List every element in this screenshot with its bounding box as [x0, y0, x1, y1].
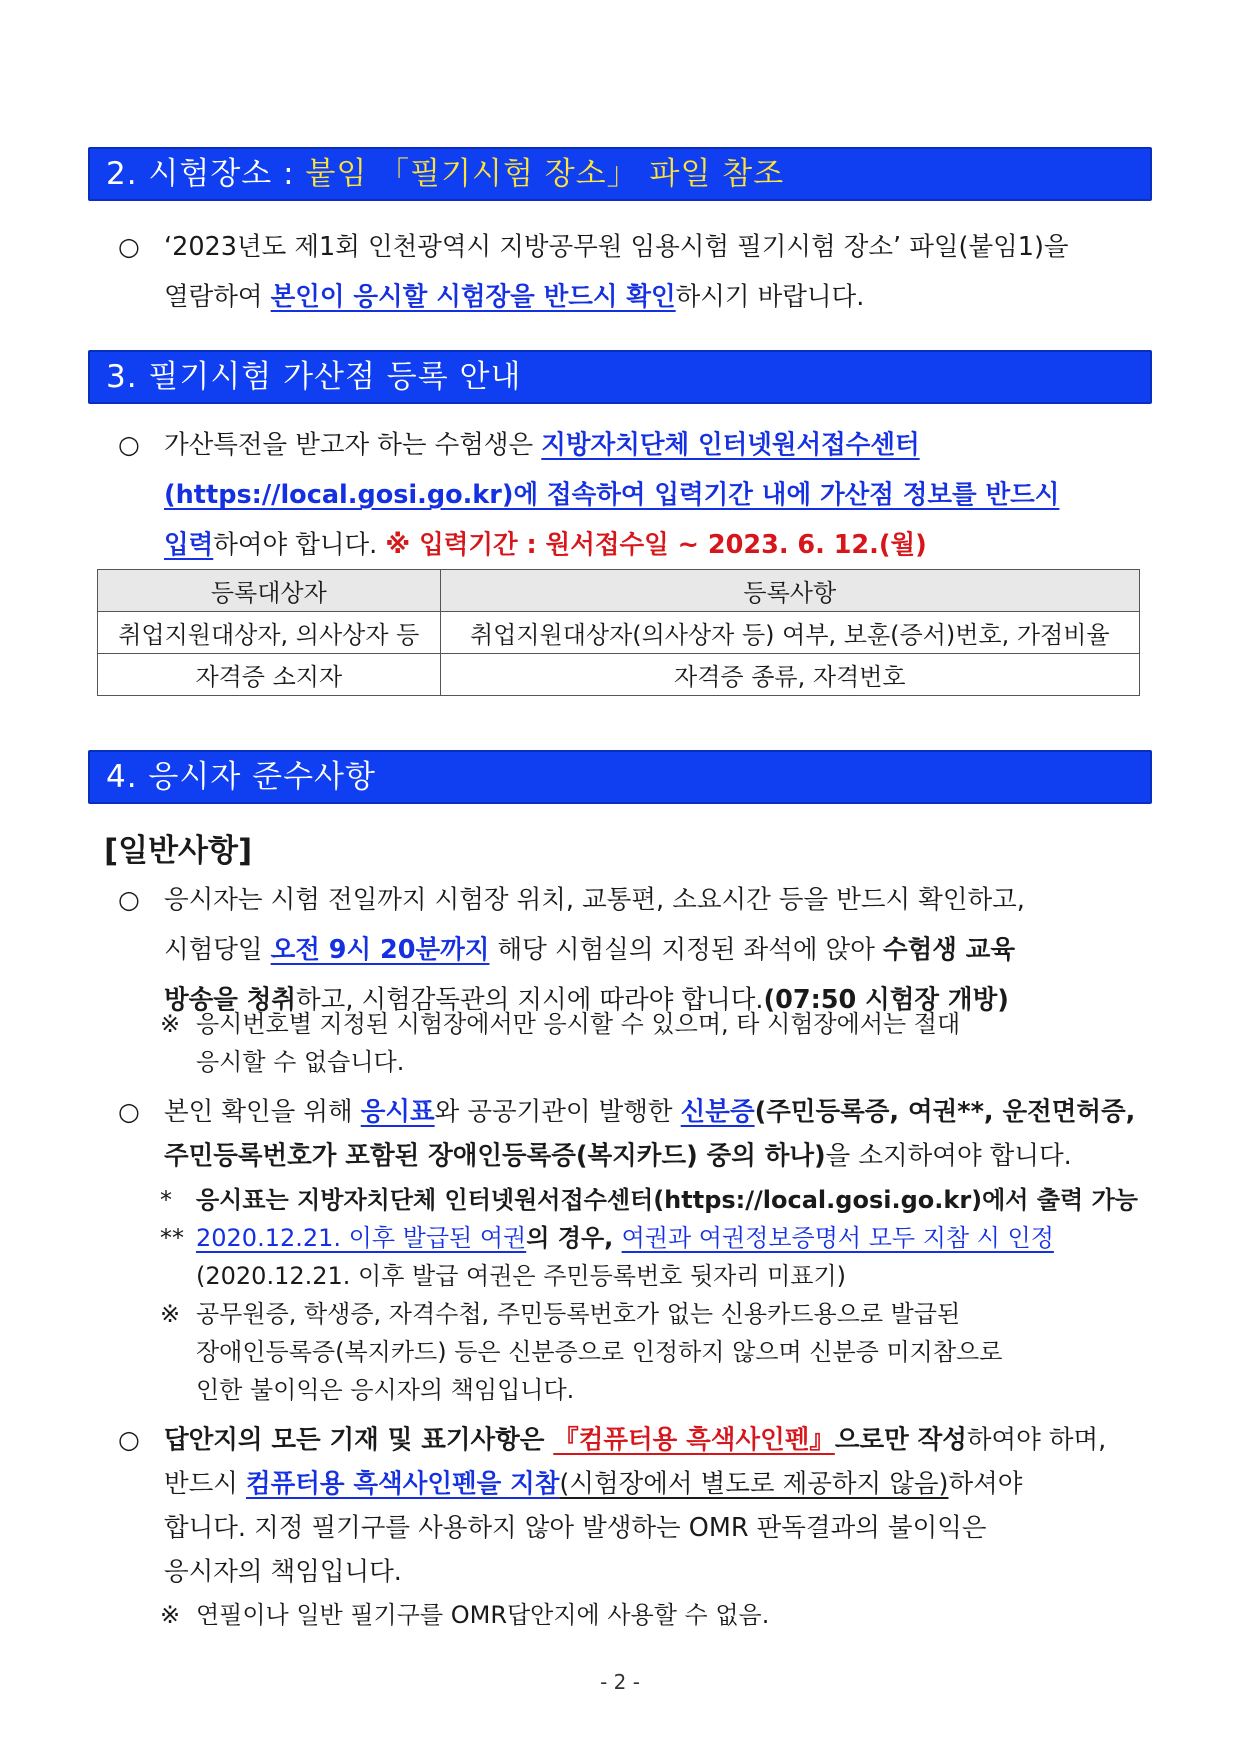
text-span: 하여야 하며,: [966, 1425, 1107, 1455]
bullet-circle: ○: [118, 232, 140, 261]
section-3-header: [88, 350, 1152, 404]
table-cell: 취업지원대상자(의사상자 등) 여부, 보훈(증서)번호, 가점비율: [440, 612, 1139, 654]
section-2-title: 2. 시험장소 :: [106, 156, 306, 192]
reference-mark: ※: [160, 1601, 181, 1629]
text-span: 와 공공기관이 발행한: [434, 1097, 681, 1127]
general-item-1-note: [160, 1005, 1150, 1081]
text-span: 응시할 수 없습니다.: [196, 1048, 405, 1076]
text-span: 연필이나 일반 필기구를 OMR답안지에 사용할 수 없음.: [196, 1601, 770, 1629]
table-row: [98, 654, 1140, 696]
section-4-title: 4. 응시자 준수사항: [106, 759, 376, 795]
reference-mark: **: [160, 1224, 184, 1252]
registration-table: [97, 569, 1140, 696]
text-span: 하고, 시험감독관의 지시에 따라야 합니다.: [296, 985, 764, 1015]
text-line: 응시자의 책임입니다.: [164, 1557, 402, 1587]
bullet-circle: ○: [118, 1425, 140, 1454]
general-item-3-note: [160, 1596, 1150, 1634]
text-span: 가산특전을 받고자 하는 수험생은: [164, 430, 542, 460]
text-span: 시험당일: [164, 935, 271, 965]
emphasis-text: 2020.12.21. 이후 발급된 여권: [196, 1224, 527, 1252]
text-span: 공무원증, 학생증, 자격수첩, 주민등록번호가 없는 신용카드용으로 발급된: [196, 1300, 961, 1328]
bullet-circle: ○: [118, 1097, 140, 1126]
page-number: - 2 -: [600, 1670, 640, 1694]
bold-text: 수험생 교육: [882, 935, 1015, 965]
bold-text: (07:50 시험장 개방): [763, 985, 1009, 1015]
table-header-row: [98, 570, 1140, 612]
pen-emphasis: 『컴퓨터용 흑색사인펜』: [553, 1425, 835, 1455]
section-2-header: [88, 147, 1152, 201]
text-span: 을 소지하여야 합니다.: [825, 1141, 1072, 1171]
general-item-2: [118, 1090, 1142, 1178]
input-period-notice: ※ 입력기간 : 원서접수일 ~ 2023. 6. 12.(월): [385, 530, 927, 560]
bullet-circle: ○: [118, 885, 140, 914]
general-item-2-notes: [160, 1181, 1150, 1409]
text-span: 열람하여: [164, 282, 271, 312]
table-cell: 자격증 소지자: [98, 654, 441, 696]
text-span: 응시번호별 지정된 시험장에서만 응시할 수 있으며, 타 시험장에서는 절대: [196, 1010, 961, 1038]
emphasis-text: 컴퓨터용 흑색사인펜을 지참: [246, 1469, 560, 1499]
text-span: 본인 확인을 위해: [164, 1097, 361, 1127]
emphasis-text: 신분증: [680, 1097, 755, 1127]
text-span: 인한 불이익은 응시자의 책임입니다.: [196, 1376, 575, 1404]
table-cell: 자격증 종류, 자격번호: [440, 654, 1139, 696]
text-span: 해당 시험실의 지정된 좌석에 앉아: [489, 935, 883, 965]
bullet-circle: ○: [118, 430, 140, 459]
bold-text: (주민등록증, 여권**, 운전면허증,: [754, 1097, 1136, 1127]
emphasis-text: 입력: [164, 530, 214, 560]
text-span: 하여야 합니다.: [213, 530, 386, 560]
text-span: 반드시: [164, 1469, 247, 1499]
text-span: (2020.12.21. 이후 발급 여권은 주민등록번호 뒷자리 미표기): [196, 1262, 847, 1290]
bold-text: 으로만 작성: [834, 1425, 967, 1455]
text-span: 장애인등록증(복지카드) 등은 신분증으로 인정하지 않으며 신분증 미지참으로: [196, 1338, 1003, 1366]
emphasis-text: 오전 9시 20분까지: [270, 935, 490, 965]
reference-mark: ※: [160, 1010, 181, 1038]
table-row: [98, 612, 1140, 654]
bold-text: 주민등록번호가 포함된 장애인등록증(복지카드) 중의 하나): [164, 1141, 826, 1171]
underlined-text: (시험장에서 별도로 제공하지 않음): [559, 1469, 949, 1499]
reference-mark: ※: [160, 1300, 181, 1328]
table-header-cell: 등록대상자: [98, 570, 441, 612]
bold-text: 응시표는 지방자치단체 인터넷원서접수센터(https://local.gosi.go.kr)에서 출력 가능: [196, 1186, 1138, 1214]
bold-text: 의 경우,: [526, 1224, 622, 1252]
emphasis-text: 본인이 응시할 시험장을 반드시 확인: [270, 282, 676, 312]
table-cell: 취업지원대상자, 의사상자 등: [98, 612, 441, 654]
general-item-3: [118, 1418, 1142, 1594]
emphasis-text: 여권과 여권정보증명서 모두 지참 시 인정: [621, 1224, 1054, 1252]
bold-text: 답안지의 모든 기재 및 표기사항은: [164, 1425, 554, 1455]
section-2-title-highlight: 붙임 「필기시험 장소」 파일 참조: [305, 156, 785, 192]
table-header-cell: 등록사항: [440, 570, 1139, 612]
reference-mark: *: [160, 1186, 172, 1214]
text-line: ‘2023년도 제1회 인천광역시 지방공무원 임용시험 필기시험 장소’ 파일(붙임1)을: [164, 232, 1069, 262]
section-2-paragraph: [118, 222, 1142, 322]
section-4-header: [88, 750, 1152, 804]
text-span: 하시기 바랍니다.: [675, 282, 865, 312]
section-3-paragraph: [118, 420, 1142, 570]
bold-text: 방송을 청취: [164, 985, 297, 1015]
emphasis-text: 지방자치단체 인터넷원서접수센터: [541, 430, 920, 460]
subheading-general: [일반사항]: [104, 833, 253, 869]
emphasis-text: 응시표: [360, 1097, 435, 1127]
emphasis-text: (https://local.gosi.go.kr)에 접속하여 입력기간 내에 가산점 정보를 반드시: [164, 480, 1060, 510]
general-item-1: [118, 875, 1142, 1025]
text-span: 하셔야: [948, 1469, 1023, 1499]
text-line: 합니다. 지정 필기구를 사용하지 않아 발생하는 OMR 판독결과의 불이익은: [164, 1513, 987, 1543]
section-3-title: 3. 필기시험 가산점 등록 안내: [106, 359, 522, 395]
text-line: 응시자는 시험 전일까지 시험장 위치, 교통편, 소요시간 등을 반드시 확인하고,: [164, 885, 1025, 915]
